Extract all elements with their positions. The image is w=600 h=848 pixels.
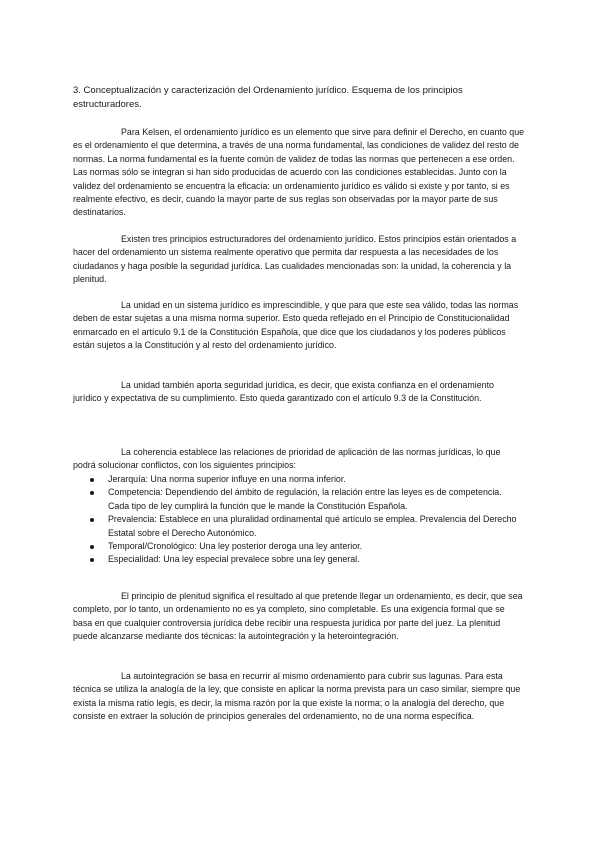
paragraph-unidad: La unidad en un sistema jurídico es imprescindible, y que para que este sea válido, todas las normas deben de estar sujetas a una misma norma superior. Esto queda reflejado en el Principio de Constitucionalidad enmarcado en el artículo 9.1 de la Constitución Española, que dice que los ciudadanos y los poderes públicos están sujetos a la Constitución y al resto del ordenamiento jurídico. <box>73 300 519 351</box>
list-item-text: Prevalencia: Establece en una pluralidad ordinamental qué artículo se emplea. Prevalencia del Derecho Estatal sobre el Derecho Autonómico. <box>108 514 517 538</box>
list-item <box>73 553 525 566</box>
paragraph-plenitud: El principio de plenitud significa el resultado al que pretende llegar un ordenamiento, es decir, que sea completo, por lo tanto, un ordenamiento no es ya completo, sino completable. Es una exigencia formal que se basa en que cualquier controversia jurídica debe recibir una respuesta jurídica por parte del juez. La plenitud puede alcanzarse mediante dos técnicas: la autointegración y la heterointegración. <box>73 591 523 642</box>
bullet-icon <box>90 491 94 495</box>
list-item <box>73 540 525 553</box>
list-item <box>73 473 525 486</box>
paragraph-coherencia: La coherencia establece las relaciones de prioridad de aplicación de las normas jurídicas, lo que podrá solucionar conflictos, con los siguientes principios: <box>73 447 501 471</box>
paragraph-seguridad: La unidad también aporta seguridad jurídica, es decir, que exista confianza en el ordenamiento jurídico y expectativa de su cumplimiento. Esto queda garantizado con el artículo 9.3 de la Constitución. <box>73 380 494 404</box>
bullet-icon <box>90 518 94 522</box>
principles-list <box>73 473 525 567</box>
bullet-icon <box>90 478 94 482</box>
list-item <box>73 513 525 540</box>
list-item-text: Especialidad: Una ley especial prevalece sobre una ley general. <box>108 554 360 565</box>
paragraph-autointegracion: La autointegración se basa en recurrir al mismo ordenamiento para cubrir sus lagunas. Para esta técnica se utiliza la analogía de la ley, que consiste en aplicar la norma prevista para un caso similar, siempre que exista la misma ratio legis, es decir, la misma razón por la que existe la norma; o la analogía del derecho, que consiste en extraer la solución de principios generales del ordenamiento, no de una norma específica. <box>73 671 521 722</box>
paragraph-principios: Existen tres principios estructuradores del ordenamiento jurídico. Estos principios están orientados a hacer del ordenamiento un sistema realmente operativo que permita dar respuesta a las necesidades de los ciudadanos y haga posible la seguridad jurídica. Las cualidades mencionadas son: la unidad, la coherencia y la plenitud. <box>73 234 517 285</box>
list-item-text: Temporal/Cronológico: Una ley posterior deroga una ley anterior. <box>108 541 363 552</box>
bullet-icon <box>90 545 94 549</box>
list-item-text: Jerarquía: Una norma superior influye en una norma inferior. <box>108 474 346 484</box>
list-item-text: Competencia: Dependiendo del ámbito de regulación, la relación entre las leyes es de competencia. Cada tipo de ley cumplirá la función que le mande la Constitución Española. <box>108 487 502 511</box>
list-item <box>73 486 525 513</box>
section-heading: 3. Conceptualización y caracterización del Ordenamiento jurídico. Esquema de los principios estructuradores. <box>73 85 463 110</box>
paragraph-kelsen: Para Kelsen, el ordenamiento jurídico es un elemento que sirve para definir el Derecho, en cuanto que es el ordenamiento el que determina, a través de una norma fundamental, las condiciones de validez del resto de normas. La norma fundamental es la fuente común de validez de todas las normas que pertenecen a ese orden. Las normas sólo se integran si han sido producidas de acuerdo con las condiciones establecidas. Junto con la validez del ordenamiento se encuentra la eficacia: un ordenamiento jurídico es válido si existe y por tanto, si es realmente efectivo, es decir, cuando la mayor parte de sus reglas son observadas por la mayor parte de sus destinatarios. <box>73 127 525 218</box>
bullet-icon <box>90 558 94 562</box>
